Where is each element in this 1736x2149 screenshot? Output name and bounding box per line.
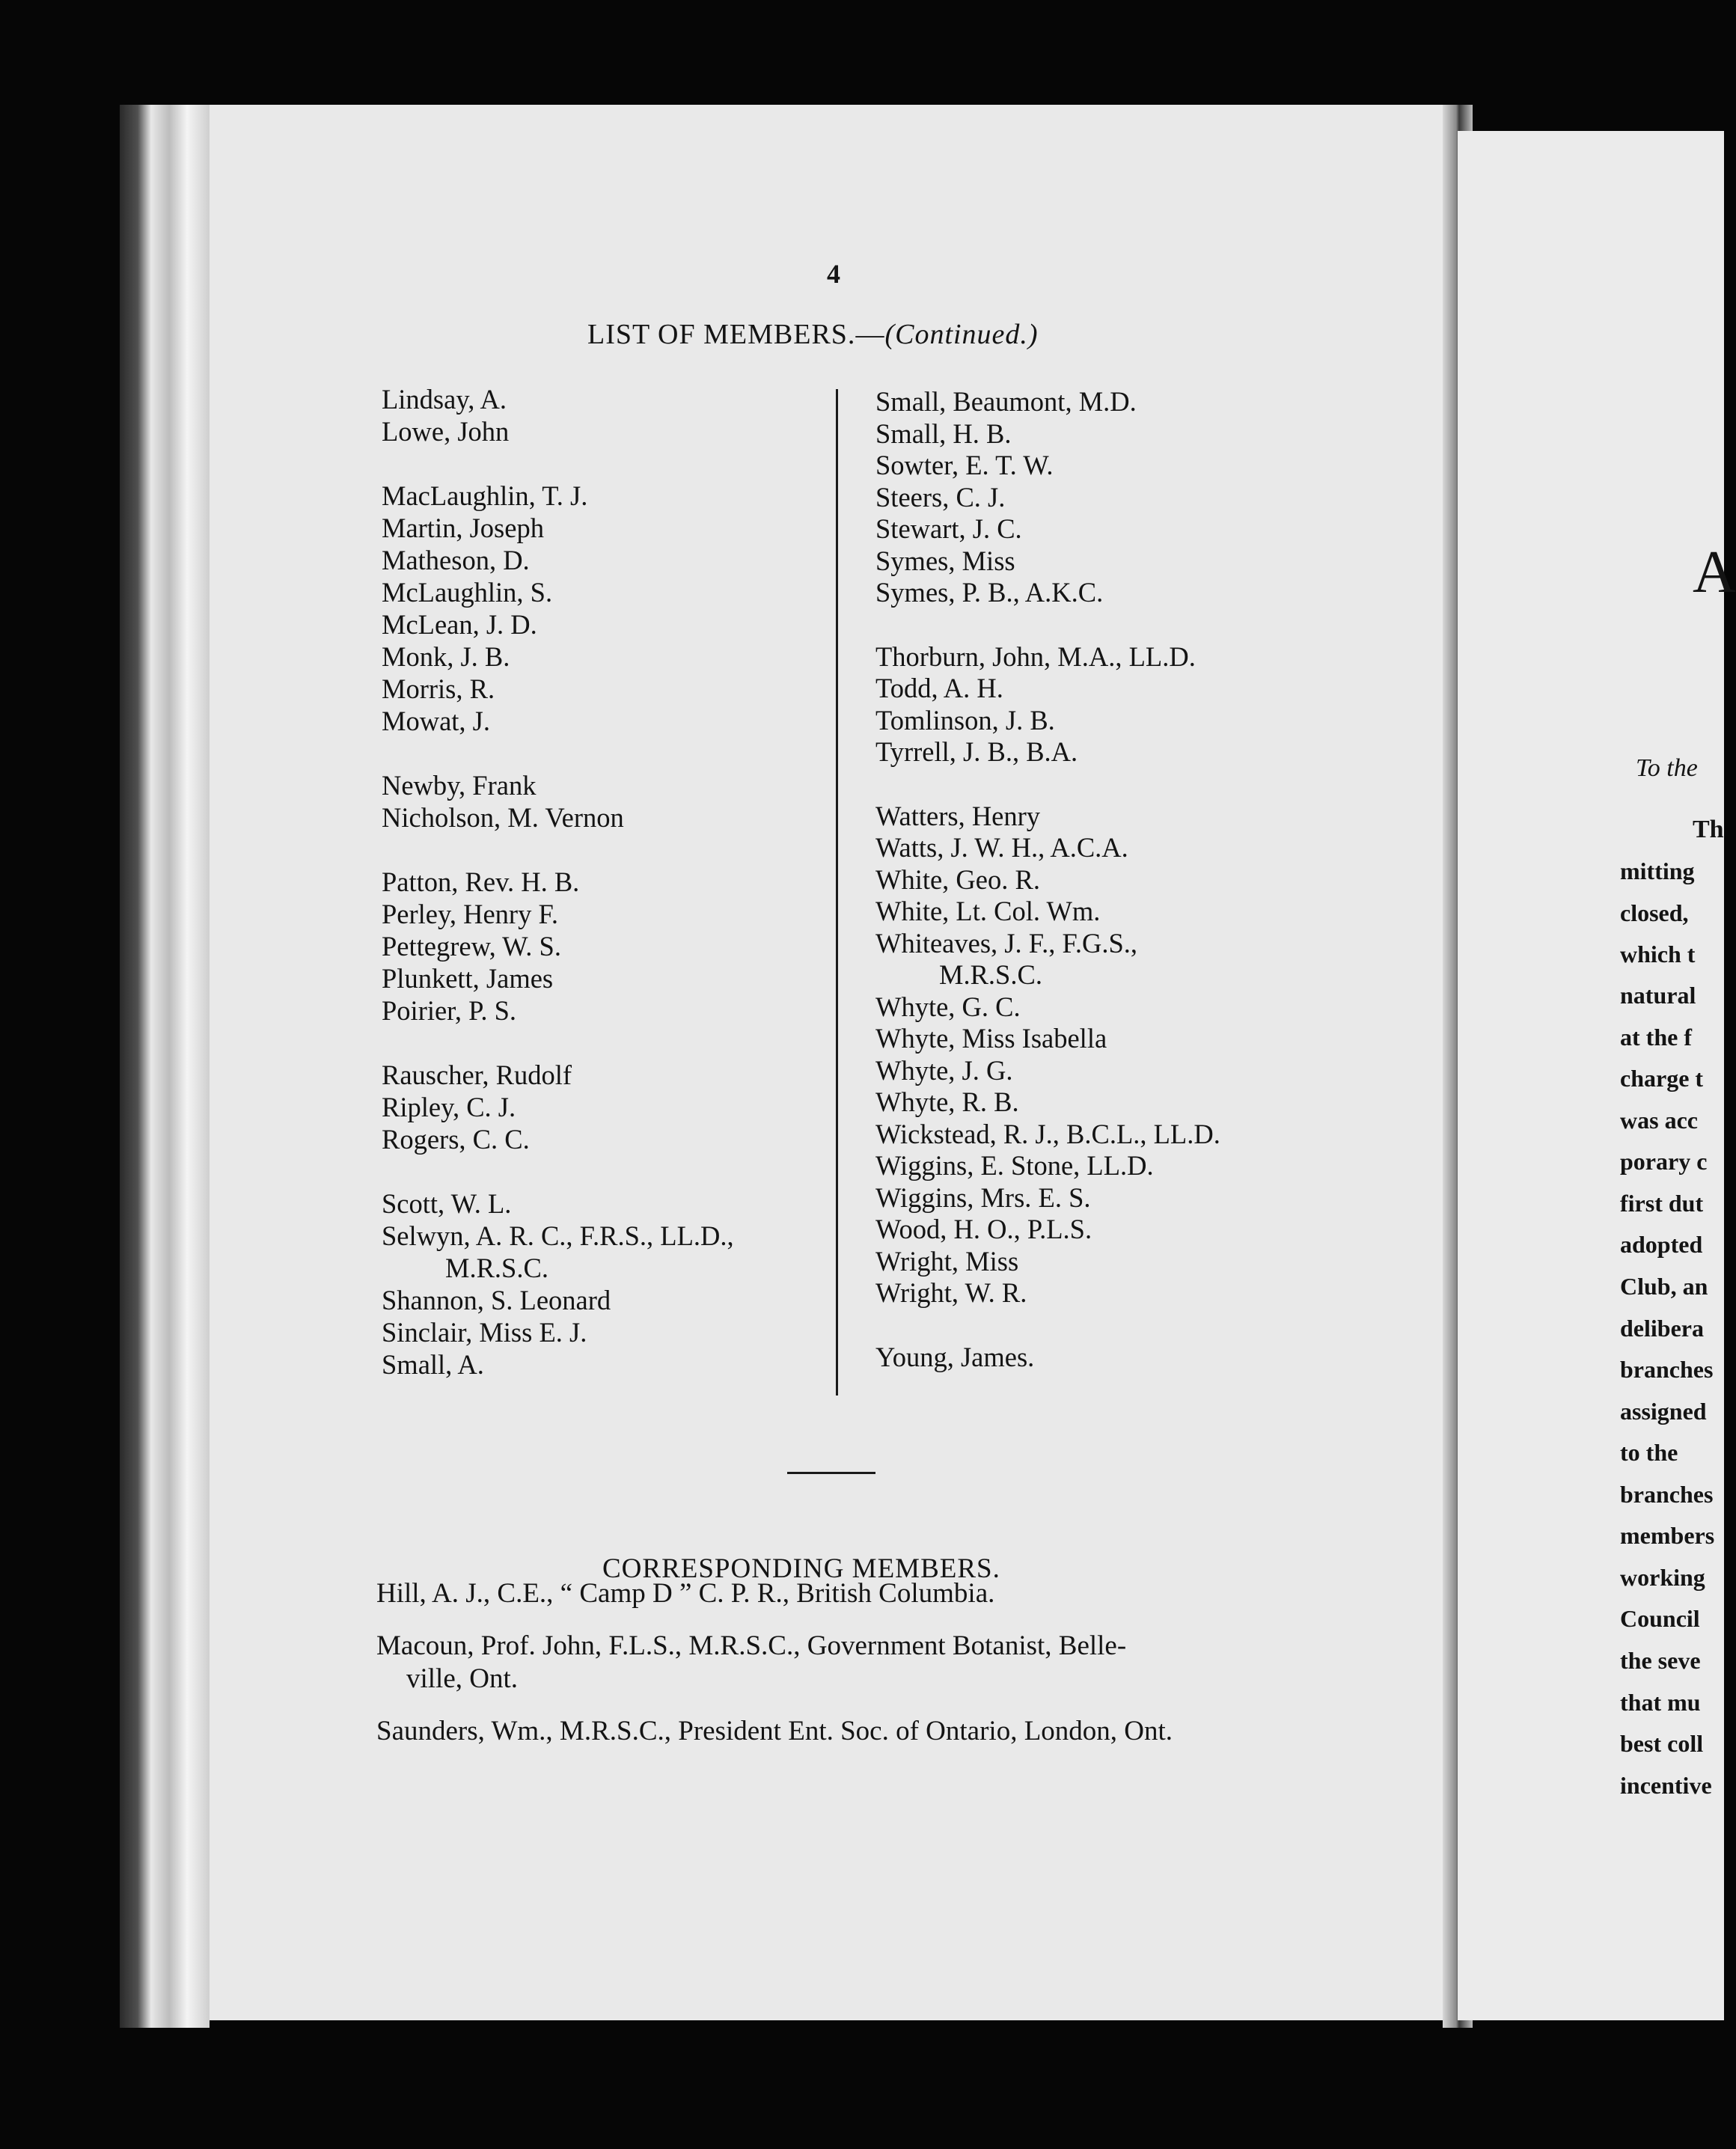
member-entry: McLaughlin, S. <box>382 577 553 608</box>
right-page-fragment-line: Club, an <box>1620 1273 1708 1300</box>
member-entry: McLean, J. D. <box>382 609 537 640</box>
right-page-fragment-line: adopted <box>1620 1231 1703 1258</box>
member-entry: Watts, J. W. H., A.C.A. <box>875 832 1128 863</box>
member-entry: Tomlinson, J. B. <box>875 704 1055 736</box>
group-spacer <box>875 1309 1220 1341</box>
member-entry: Lindsay, A. <box>382 384 507 415</box>
group-spacer <box>875 608 1220 641</box>
right-page-fragment-line: mitting <box>1620 858 1695 884</box>
member-entry: Thorburn, John, M.A., LL.D. <box>875 641 1196 672</box>
right-page-fragment-line: best coll <box>1620 1730 1704 1757</box>
member-entry: M.R.S.C. <box>445 1253 548 1283</box>
corresponding-entry <box>376 1577 994 1610</box>
member-entry: Nicholson, M. Vernon <box>382 802 624 833</box>
member-entry: Sowter, E. T. W. <box>875 450 1054 480</box>
member-entry: Wiggins, Mrs. E. S. <box>875 1182 1091 1213</box>
member-entry: Young, James. <box>875 1341 1035 1372</box>
member-entry: Wright, W. R. <box>875 1277 1027 1308</box>
member-entry: Matheson, D. <box>382 545 530 575</box>
corresponding-entry <box>376 1715 1173 1748</box>
member-entry: Watters, Henry <box>875 800 1041 831</box>
right-page-fragment-line: natural <box>1620 982 1696 1009</box>
member-entry: Whyte, J. G. <box>875 1054 1013 1086</box>
right-page-fragment-line: Council <box>1620 1605 1700 1632</box>
member-entry: Wickstead, R. J., B.C.L., LL.D. <box>875 1118 1220 1149</box>
right-page-first-word: Th <box>1693 816 1724 843</box>
heading-dash: — <box>855 319 885 350</box>
corresponding-line: Macoun, Prof. John, F.L.S., M.R.S.C., Government Botanist, Belle- <box>376 1630 1127 1661</box>
page-number: 4 <box>827 259 840 289</box>
right-page-fragment-line: branches <box>1620 1481 1714 1508</box>
member-entry: Tyrrell, J. B., B.A. <box>875 736 1078 767</box>
group-spacer <box>382 447 734 480</box>
member-entry: Rogers, C. C. <box>382 1124 530 1155</box>
member-entry: Lowe, John <box>382 416 510 447</box>
right-page-fragment-line: members <box>1620 1522 1715 1549</box>
member-entry: Wood, H. O., P.L.S. <box>875 1214 1092 1244</box>
group-spacer <box>382 1155 734 1187</box>
right-page-fragment-line: that mu <box>1620 1689 1701 1716</box>
right-page-fragment-line: closed, <box>1620 899 1689 926</box>
right-page-fragment-line: assigned <box>1620 1398 1707 1425</box>
member-entry: Symes, Miss <box>875 545 1015 576</box>
member-entry: Selwyn, A. R. C., F.R.S., LL.D., <box>382 1220 734 1251</box>
member-entry: M.R.S.C. <box>939 959 1042 990</box>
member-entry: Small, H. B. <box>875 418 1012 449</box>
right-page-fragment-line: incentive <box>1620 1772 1712 1799</box>
member-entry: Morris, R. <box>382 673 495 704</box>
right-page-fragment-line: the seve <box>1620 1647 1701 1674</box>
right-page-salutation: To the <box>1636 754 1698 782</box>
corresponding-entry <box>376 1630 1126 1696</box>
member-entry: Monk, J. B. <box>382 641 510 672</box>
corresponding-line: Hill, A. J., C.E., “ Camp D ” C. P. R., British Columbia. <box>376 1578 995 1609</box>
member-entry: MacLaughlin, T. J. <box>382 480 588 511</box>
group-spacer <box>875 768 1220 800</box>
member-entry: Wright, Miss <box>875 1245 1019 1277</box>
right-page-fragment-line: which t <box>1620 941 1696 967</box>
group-spacer <box>382 737 734 769</box>
right-page-fragment-line: was acc <box>1620 1107 1698 1134</box>
member-entry: Whiteaves, J. F., F.G.S., <box>875 927 1138 959</box>
member-entry: Mowat, J. <box>382 706 490 736</box>
right-member-column <box>875 385 1220 1372</box>
member-entry: Poirier, P. S. <box>382 995 517 1026</box>
right-page-fragment-line: charge t <box>1620 1065 1704 1092</box>
member-entry: Whyte, Miss Isabella <box>875 1023 1107 1054</box>
member-entry: Whyte, R. B. <box>875 1086 1019 1117</box>
corresponding-line: Saunders, Wm., M.R.S.C., President Ent. Soc. of Ontario, London, Ont. <box>376 1716 1173 1746</box>
member-entry: Scott, W. L. <box>382 1188 512 1219</box>
member-entry: Plunkett, James <box>382 963 554 994</box>
left-member-column <box>382 383 734 1381</box>
heading-main: LIST OF MEMBERS. <box>587 319 856 350</box>
member-entry: Martin, Joseph <box>382 513 544 543</box>
corresponding-line-continued: ville, Ont. <box>406 1663 519 1694</box>
group-spacer <box>382 1027 734 1059</box>
book-binding-edge <box>120 105 210 2028</box>
right-page-fragment-line: porary c <box>1620 1148 1708 1175</box>
member-entry: Perley, Henry F. <box>382 899 558 929</box>
right-page-title-letter: A <box>1693 539 1736 605</box>
corresponding-members-heading: CORRESPONDING MEMBERS. <box>602 1553 1000 1584</box>
member-entry: Wiggins, E. Stone, LL.D. <box>875 1150 1154 1181</box>
member-entry: Whyte, G. C. <box>875 991 1021 1022</box>
section-rule <box>787 1472 875 1474</box>
member-entry: Newby, Frank <box>382 770 537 801</box>
column-divider <box>836 389 838 1396</box>
member-entry: White, Lt. Col. Wm. <box>875 896 1101 926</box>
right-page-fragment-line: to the <box>1620 1439 1678 1466</box>
member-entry: Patton, Rev. H. B. <box>382 866 580 897</box>
member-entry: Pettegrew, W. S. <box>382 931 561 962</box>
right-page-fragment-line: first dut <box>1620 1190 1704 1217</box>
member-entry: Small, Beaumont, M.D. <box>875 386 1137 417</box>
right-page-fragment-line: branches <box>1620 1356 1714 1383</box>
heading-continued: (Continued.) <box>884 319 1039 350</box>
right-page-fragment-line: at the f <box>1620 1024 1692 1051</box>
member-entry: White, Geo. R. <box>875 863 1040 895</box>
member-entry: Rauscher, Rudolf <box>382 1060 572 1090</box>
member-entry: Sinclair, Miss E. J. <box>382 1317 587 1348</box>
member-entry: Small, A. <box>382 1349 484 1380</box>
member-entry: Stewart, J. C. <box>875 513 1022 544</box>
member-entry: Steers, C. J. <box>875 481 1006 513</box>
member-entry: Ripley, C. J. <box>382 1092 516 1122</box>
right-page-fragment-line: working <box>1620 1564 1705 1591</box>
member-entry: Shannon, S. Leonard <box>382 1285 611 1315</box>
member-entry: Todd, A. H. <box>875 673 1003 703</box>
group-spacer <box>382 834 734 866</box>
right-page-fragment-line: delibera <box>1620 1315 1704 1342</box>
member-entry: Symes, P. B., A.K.C. <box>875 577 1104 608</box>
